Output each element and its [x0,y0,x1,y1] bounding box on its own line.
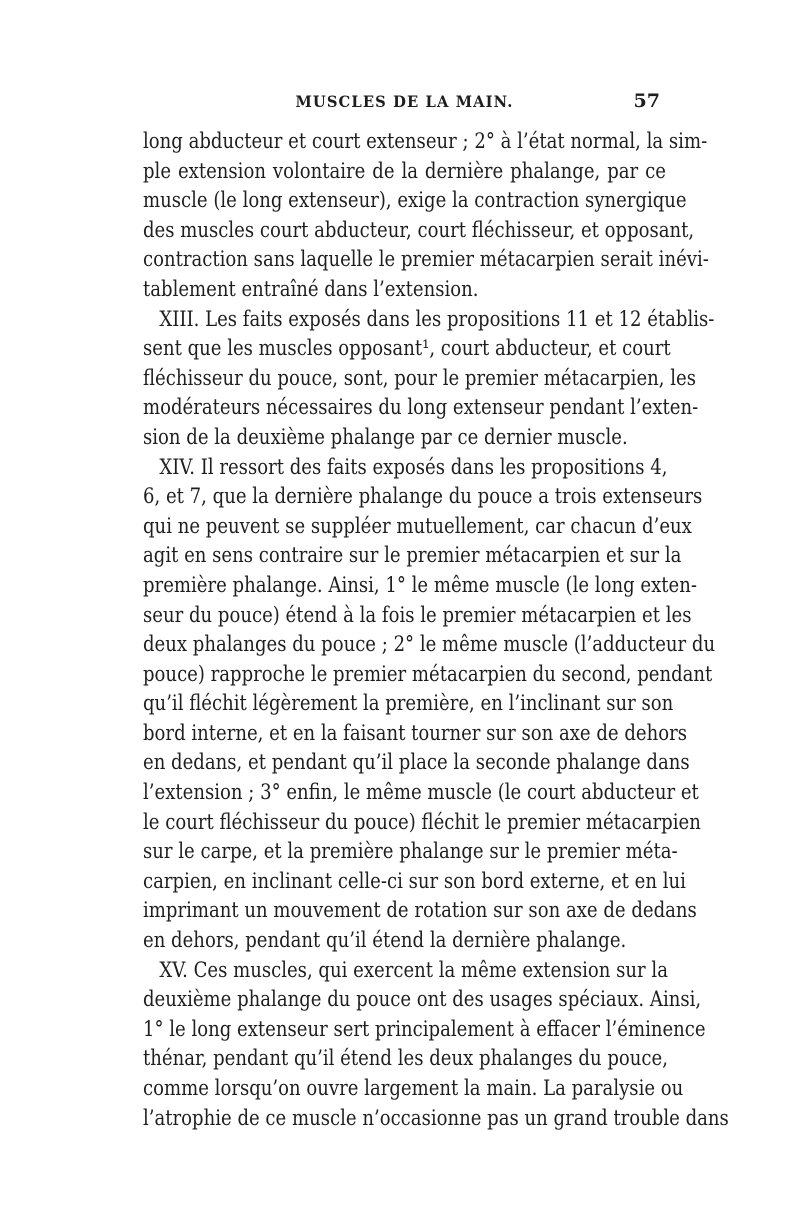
text-line: muscle (le long extenseur), exige la contraction synergique [143,188,687,213]
text-line: long abducteur et court extenseur ; 2° à l’état normal, la sim- [143,129,708,153]
text-line: des muscles court abducteur, court fléchisseur, et opposant, [143,217,695,242]
text-line: qu’il fléchit légèrement la première, en l’inclinant sur son [143,691,674,716]
paragraph-xiii-line: XIII. Les faits exposés dans les propositions 11 et 12 établis- [159,306,715,331]
text-line: en dehors, pendant qu’il étend la dernière phalange. [143,928,627,953]
text-line: deuxième phalange du pouce ont des usages spéciaux. Ainsi, [143,987,702,1012]
text-line: sion de la deuxième phalange par ce dernier muscle. [143,424,628,449]
text-line: en dedans, et pendant qu’il place la seconde phalange dans [143,750,690,775]
text-line: modérateurs nécessaires du long extenseur pendant l’exten- [143,395,699,420]
page-body [143,127,729,1133]
text-line: première phalange. Ainsi, 1° le même muscle (le long exten- [143,572,697,597]
text-line: sur le carpe, et la première phalange sur le premier méta- [143,839,678,864]
running-head: MUSCLES DE LA MAIN. [295,92,514,111]
text-line: imprimant un mouvement de rotation sur son axe de dedans [143,898,697,923]
text-line: contraction sans laquelle le premier métacarpien serait inévi- [143,247,709,272]
text-line: 1° le long extenseur sert principalement à effacer l’éminence [143,1016,706,1041]
text-line: pouce) rapproche le premier métacarpien du second, pendant [143,661,713,686]
text-line: qui ne peuvent se suppléer mutuellement, car chacun d’eux [143,513,692,538]
text-line: bord interne, et en la faisant tourner sur son axe de dehors [143,720,687,745]
text-line: seur du pouce) étend à la fois le premier métacarpien et les [143,602,692,627]
text-line: sent que les muscles opposant¹, court abducteur, et court [143,336,671,361]
text-line: ple extension volontaire de la dernière phalange, par ce [143,158,666,183]
text-line: le court fléchisseur du pouce) fléchit le premier métacarpien [143,809,701,834]
text-line: tablement entraîné dans l’extension. [143,276,479,301]
text-line: carpien, en inclinant celle-ci sur son bord externe, et en lui [143,868,686,893]
text-line: l’extension ; 3° enfin, le même muscle (le court abducteur et [143,780,699,805]
text-line: fléchisseur du pouce, sont, pour le premier métacarpien, les [143,365,696,390]
text-line: comme lorsqu’on ouvre largement la main. La paralysie ou [143,1076,684,1100]
text-line: l’atrophie de ce muscle n’occasionne pas un grand trouble dans [143,1105,729,1130]
page-header [143,92,666,122]
text-line: 6, et 7, que la dernière phalange du pouce a trois extenseurs [143,484,703,509]
text-line: agit en sens contraire sur le premier métacarpien et sur la [143,543,682,568]
text-line: deux phalanges du pouce ; 2° le même muscle (l’adducteur du [143,632,716,657]
text-line: thénar, pendant qu’il étend les deux phalanges du pouce, [143,1046,668,1071]
paragraph-xv-line: XV. Ces muscles, qui exercent la même extension sur la [159,957,668,982]
page-number: 57 [633,90,660,112]
paragraph-xiv-line: XIV. Il ressort des faits exposés dans les propositions 4, [159,454,668,479]
